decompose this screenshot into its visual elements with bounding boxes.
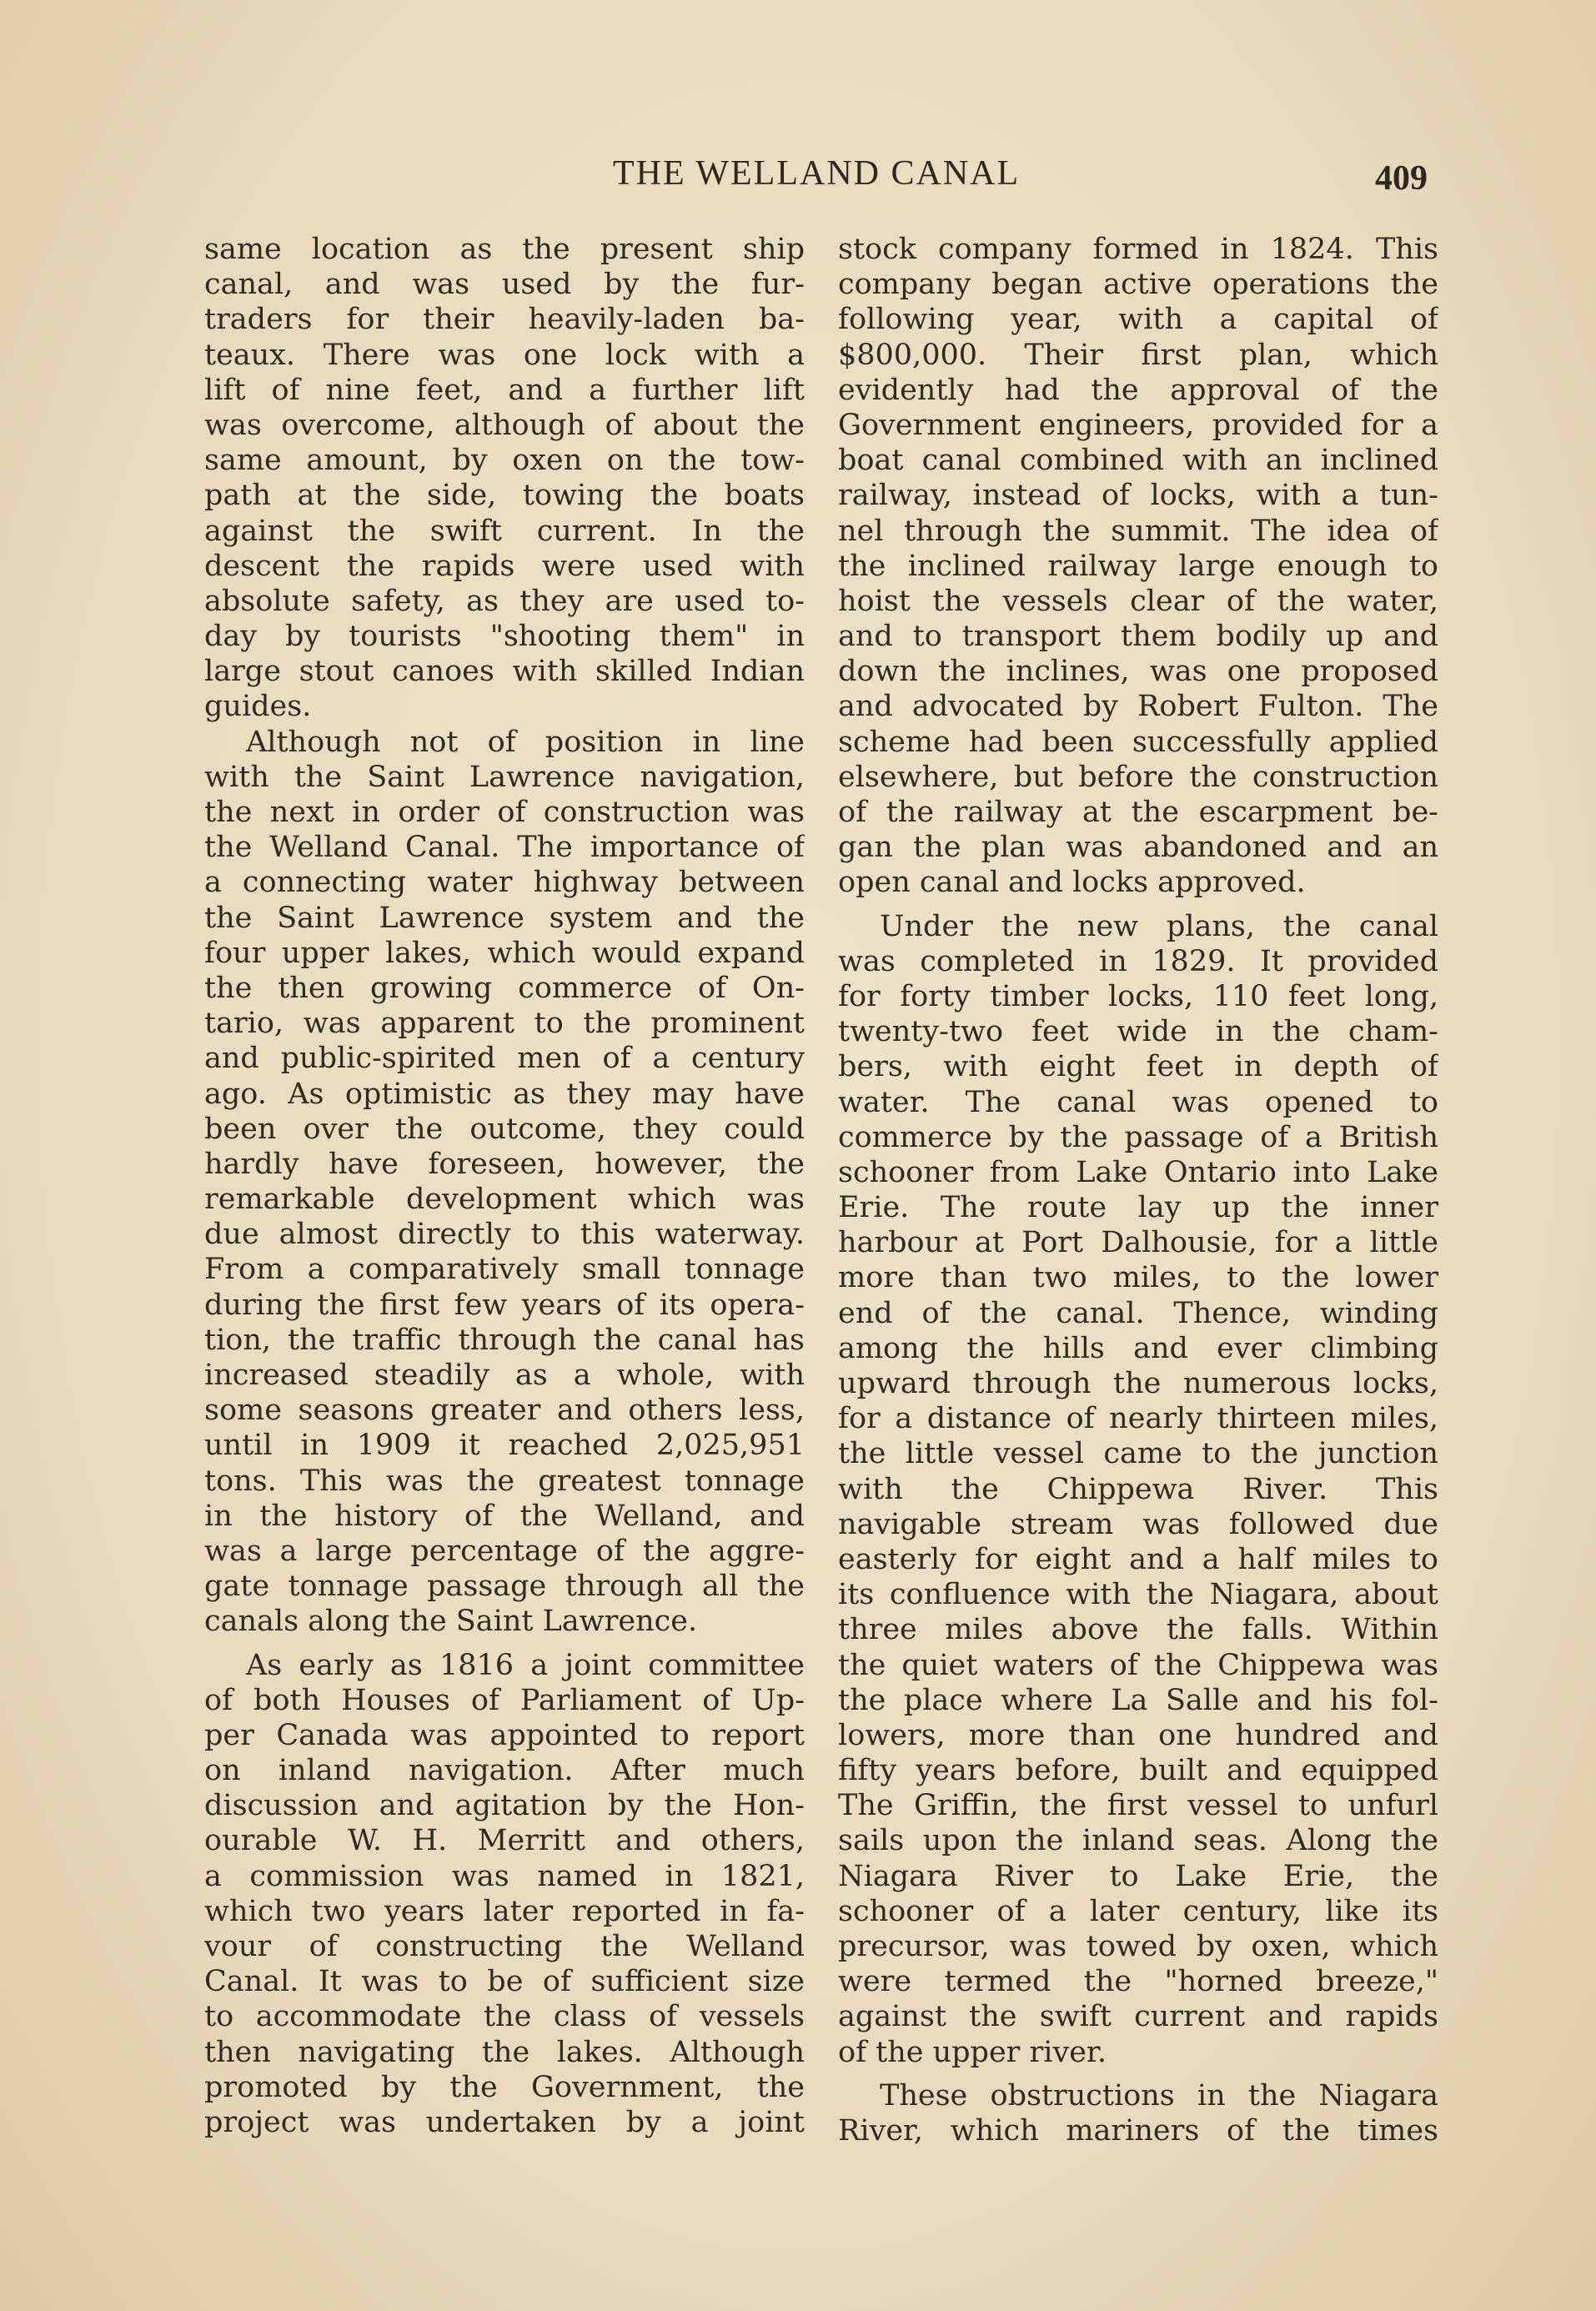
text-line: lowers, more than one hundred and: [838, 1718, 1438, 1752]
text-line: harbour at Port Dalhousie, for a little: [838, 1226, 1438, 1260]
text-line: The Griffin, the first vessel to unfurl: [838, 1789, 1438, 1823]
text-line: against the swift current. In the: [204, 514, 805, 548]
text-line: four upper lakes, which would expand: [204, 936, 805, 970]
running-head: THE WELLAND CANAL: [613, 154, 1021, 193]
text-line: hoist the vessels clear of the water,: [838, 584, 1438, 618]
text-line: As early as 1816 a joint committee: [246, 1648, 805, 1682]
text-line: Government engineers, provided for a: [838, 408, 1438, 442]
text-line: the Welland Canal. The importance of: [204, 831, 805, 865]
text-line: Niagara River to Lake Erie, the: [838, 1859, 1438, 1893]
right-text-column: [838, 232, 1438, 2148]
text-line: due almost directly to this waterway.: [204, 1218, 805, 1252]
text-line: and to transport them bodily up and: [838, 620, 1438, 654]
text-line: day by tourists "shooting them" in: [204, 620, 805, 654]
text-line: scheme had been successfully applied: [838, 725, 1438, 759]
text-line: navigable stream was followed due: [838, 1507, 1438, 1541]
text-line: schooner from Lake Ontario into Lake: [838, 1155, 1438, 1189]
text-line: for a distance of nearly thirteen miles,: [838, 1402, 1438, 1436]
text-line: teaux. There was one lock with a: [204, 338, 805, 372]
text-line: been over the outcome, they could: [204, 1112, 805, 1146]
text-line: against the swift current and rapids: [838, 2000, 1438, 2034]
text-line: on inland navigation. After much: [204, 1754, 805, 1788]
text-line: was overcome, although of about the: [204, 408, 805, 442]
text-line: of both Houses of Parliament of Up-: [204, 1683, 805, 1717]
text-line: tons. This was the greatest tonnage: [204, 1464, 805, 1498]
text-line: Erie. The route lay up the inner: [838, 1191, 1438, 1225]
text-line: following year, with a capital of: [838, 303, 1438, 337]
text-line: open canal and locks approved.: [838, 866, 1306, 900]
text-line: These obstructions in the Niagara: [880, 2078, 1438, 2113]
text-line: vour of constructing the Welland: [204, 1930, 805, 1963]
text-line: canal, and was used by the fur-: [204, 268, 805, 302]
text-line: water. The canal was opened to: [838, 1085, 1438, 1119]
text-line: company began active operations the: [838, 268, 1438, 302]
text-line: the little vessel came to the junction: [838, 1437, 1438, 1471]
text-line: traders for their heavily-laden ba-: [204, 303, 805, 337]
text-line: the place where La Salle and his fol-: [838, 1683, 1438, 1717]
text-line: precursor, was towed by oxen, which: [838, 1930, 1438, 1963]
text-line: was completed in 1829. It provided: [838, 944, 1438, 978]
text-line: stock company formed in 1824. This: [838, 233, 1438, 266]
text-line: its confluence with the Niagara, about: [838, 1578, 1438, 1612]
text-line: same amount, by oxen on the tow-: [204, 444, 805, 478]
text-line: with the Saint Lawrence navigation,: [204, 760, 805, 794]
text-line: guides.: [204, 690, 312, 724]
text-line: gate tonnage passage through all the: [204, 1570, 805, 1604]
text-line: of the railway at the escarpment be-: [838, 796, 1438, 829]
text-line: twenty-two feet wide in the cham-: [838, 1015, 1438, 1049]
text-line: remarkable development which was: [204, 1183, 805, 1217]
text-line: commerce by the passage of a British: [838, 1120, 1438, 1154]
text-line: easterly for eight and a half miles to: [838, 1542, 1438, 1576]
text-line: were termed the "horned breeze,": [838, 1965, 1438, 1999]
text-line: fifty years before, built and equipped: [838, 1754, 1438, 1788]
text-line: promoted by the Government, the: [204, 2070, 805, 2104]
text-line: a commission was named in 1821,: [204, 1859, 805, 1893]
text-line: large stout canoes with skilled Indian: [204, 655, 805, 689]
text-line: nel through the summit. The idea of: [838, 514, 1438, 548]
text-line: in the history of the Welland, and: [204, 1499, 805, 1533]
text-line: the quiet waters of the Chippewa was: [838, 1648, 1438, 1682]
page-number: 409: [1375, 159, 1428, 198]
text-line: end of the canal. Thence, winding: [838, 1296, 1438, 1330]
text-line: then navigating the lakes. Although: [204, 2035, 805, 2069]
text-line: project was undertaken by a joint: [204, 2105, 805, 2139]
text-line: schooner of a later century, like its: [838, 1894, 1438, 1928]
text-line: and public-spirited men of a century: [204, 1042, 805, 1076]
text-line: until in 1909 it reached 2,025,951: [204, 1429, 805, 1463]
text-line: with the Chippewa River. This: [838, 1472, 1438, 1506]
text-line: boat canal combined with an inclined: [838, 444, 1438, 478]
text-line: same location as the present ship: [204, 233, 805, 266]
text-line: was a large percentage of the aggre-: [204, 1534, 805, 1568]
text-line: discussion and agitation by the Hon-: [204, 1789, 805, 1823]
left-text-column: [204, 232, 805, 2140]
text-line: the inclined railway large enough to: [838, 549, 1438, 583]
text-line: From a comparatively small tonnage: [204, 1253, 805, 1287]
text-line: lift of nine feet, and a further lift: [204, 373, 805, 407]
text-line: upward through the numerous locks,: [838, 1367, 1438, 1400]
text-line: down the inclines, was one proposed: [838, 655, 1438, 689]
text-line: tario, was apparent to the prominent: [204, 1007, 805, 1041]
text-line: which two years later reported in fa-: [204, 1894, 805, 1928]
text-line: ago. As optimistic as they may have: [204, 1077, 805, 1111]
text-line: Under the new plans, the canal: [880, 909, 1438, 943]
text-line: tion, the traffic through the canal has: [204, 1323, 805, 1357]
text-line: the next in order of construction was: [204, 796, 805, 829]
text-line: increased steadily as a whole, with: [204, 1359, 805, 1392]
text-line: a connecting water highway between: [204, 866, 805, 900]
text-line: canals along the Saint Lawrence.: [204, 1605, 698, 1639]
text-line: descent the rapids were used with: [204, 549, 805, 583]
text-line: railway, instead of locks, with a tun-: [838, 479, 1438, 513]
text-line: Although not of position in line: [246, 725, 805, 759]
text-line: to accommodate the class of vessels: [204, 2000, 805, 2034]
text-line: $800,000. Their first plan, which: [838, 338, 1438, 372]
text-line: the Saint Lawrence system and the: [204, 901, 805, 935]
text-line: hardly have foreseen, however, the: [204, 1147, 805, 1181]
text-line: more than two miles, to the lower: [838, 1261, 1438, 1295]
text-line: among the hills and ever climbing: [838, 1331, 1438, 1365]
text-line: River, which mariners of the times: [838, 2113, 1438, 2148]
text-line: sails upon the inland seas. Along the: [838, 1824, 1438, 1858]
text-line: elsewhere, but before the construction: [838, 760, 1438, 794]
text-line: three miles above the falls. Within: [838, 1613, 1438, 1647]
text-line: evidently had the approval of the: [838, 373, 1438, 407]
text-line: and advocated by Robert Fulton. The: [838, 690, 1438, 724]
text-line: bers, with eight feet in depth of: [838, 1050, 1438, 1084]
text-line: path at the side, towing the boats: [204, 479, 805, 513]
text-line: during the first few years of its opera-: [204, 1288, 805, 1322]
page-header: [204, 148, 1455, 198]
text-line: gan the plan was abandoned and an: [838, 831, 1438, 865]
text-line: the then growing commerce of On-: [204, 971, 805, 1005]
text-line: ourable W. H. Merritt and others,: [204, 1824, 805, 1858]
text-line: of the upper river.: [838, 2035, 1107, 2069]
text-line: absolute safety, as they are used to-: [204, 584, 805, 618]
text-line: some seasons greater and others less,: [204, 1394, 805, 1428]
text-line: for forty timber locks, 110 feet long,: [838, 979, 1438, 1013]
text-line: per Canada was appointed to report: [204, 1718, 805, 1752]
text-line: Canal. It was to be of sufficient size: [204, 1965, 805, 1999]
